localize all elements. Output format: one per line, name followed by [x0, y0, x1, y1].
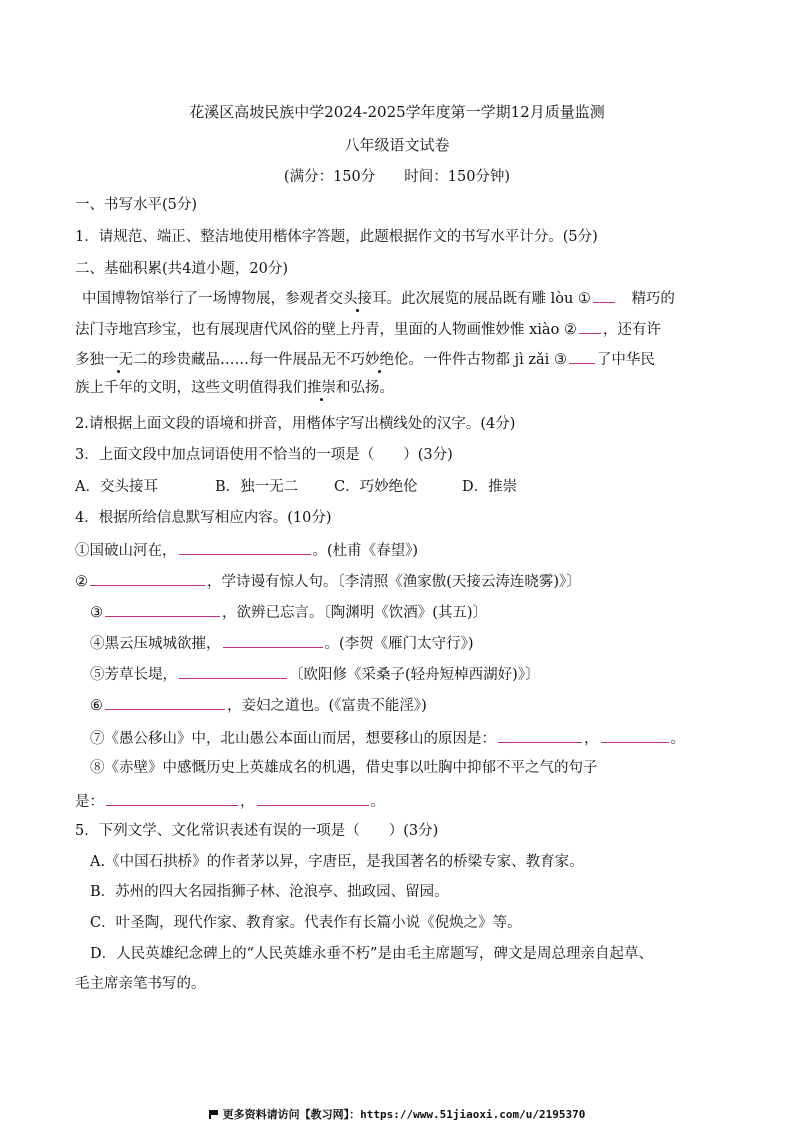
fill-blank[interactable]: [90, 570, 205, 586]
fill-blank[interactable]: [105, 601, 220, 617]
answer-blank-1[interactable]: [593, 287, 615, 303]
passage-text: 中国博物馆举行了一场博物展，参观者: [82, 291, 329, 307]
passage-text: 。此次展览的展品既有雕 lòu ①: [386, 291, 591, 307]
passage-line-3: [75, 348, 655, 370]
dotted-word-d: 推崇: [307, 380, 336, 396]
question-5-option-b[interactable]: B．苏州的四大名园指狮子林、沧浪亭、拙政园、留园。: [90, 884, 449, 900]
flag-icon: [209, 1110, 219, 1119]
question-4-item-4: [90, 632, 474, 654]
question-4-item-1: [75, 539, 418, 561]
passage-line-4: [75, 378, 394, 398]
item-text: ⑦《愚公移山》中，北山愚公本面山而居，想要移山的原因是：: [90, 731, 496, 747]
answer-blank-3[interactable]: [569, 348, 595, 364]
fill-blank[interactable]: [179, 663, 287, 679]
question-3-option-b[interactable]: B．独一无二: [215, 479, 299, 495]
question-5-option-d[interactable]: D．人民英雄纪念碑上的“人民英雄永垂不朽”是由毛主席题写，碑文是周总理亲自起草、: [90, 946, 653, 962]
question-4-item-6: [90, 694, 427, 716]
fill-blank[interactable]: [179, 539, 311, 555]
item-text: 〔欧阳修《采桑子(轻舟短棹西湖好)》〕: [289, 667, 540, 683]
item-text: 。: [370, 794, 385, 810]
passage-text: 的珍贵藏品……每一件展品无不: [147, 352, 351, 368]
fill-blank[interactable]: [223, 632, 323, 648]
question-4-item-5: [90, 663, 540, 685]
passage-text: 和弘扬。: [336, 380, 394, 396]
answer-blank-2[interactable]: [579, 318, 601, 334]
passage-line-1: [82, 287, 675, 309]
passage-text: 族上千年的文明，这些文明值得我们: [75, 380, 307, 396]
passage-text: 。一件件古物都 jì zǎi ③: [408, 352, 567, 368]
item-text: ④黑云压城城欲摧，: [90, 636, 221, 652]
question-5-option-d-cont: 毛主席亲笔书写的。: [75, 976, 206, 992]
dotted-word-c: 巧妙绝伦: [350, 352, 409, 368]
item-text: ，: [584, 731, 599, 747]
question-4-item-8-answer: [75, 790, 385, 812]
section-2-heading: 二、基础积累(共4道小题，20分): [75, 261, 288, 277]
item-text: 是：: [75, 794, 104, 810]
question-5-option-a[interactable]: A.《中国石拱桥》的作者茅以昇，字唐臣，是我国著名的桥梁专家、教育家。: [90, 854, 584, 870]
item-text: 。: [670, 731, 685, 747]
fill-blank[interactable]: [257, 790, 369, 806]
question-3-option-a[interactable]: A．交头接耳: [75, 479, 158, 495]
footer-text: 更多资料请访问【教习网】：https://www.51jiaoxi.com/u/2195370: [222, 1108, 586, 1121]
passage-text: 精巧的: [631, 291, 675, 307]
fill-blank[interactable]: [498, 727, 582, 743]
item-text: ，妾妇之道也。(《富贵不能淫》): [227, 698, 427, 714]
item-text: ，: [240, 794, 255, 810]
passage-text: 了中华民: [596, 352, 655, 368]
question-4-item-8: ⑧《赤壁》中感慨历史上英雄成名的机遇，借史事以吐胸中抑郁不平之气的句子: [90, 760, 598, 776]
passage-text: 法门寺地宫珍宝，也有展现唐代风俗的壁上丹青，里面的人物画惟妙惟 xiào ②: [75, 322, 577, 338]
question-4-item-2: [75, 570, 581, 592]
question-3-option-c[interactable]: C．巧妙绝伦: [334, 479, 418, 495]
fill-blank[interactable]: [106, 790, 238, 806]
item-text: ①国破山河在，: [75, 543, 177, 559]
item-text: ③: [90, 605, 103, 621]
fill-blank[interactable]: [105, 694, 225, 710]
question-3-option-d[interactable]: D．推崇: [462, 479, 518, 495]
passage-line-2: [75, 318, 661, 340]
question-1: 1．请规范、端正、整洁地使用楷体字答题，此题根据作文的书写水平计分。(5分): [75, 229, 598, 245]
exam-subtitle: 八年级语文试卷: [344, 136, 450, 154]
question-4-item-7: [90, 727, 685, 749]
item-text: ⑤芳草长堤，: [90, 667, 177, 683]
footer-link[interactable]: [0, 1106, 794, 1122]
item-text: ⑥: [90, 698, 103, 714]
passage-text: ，还有许: [602, 322, 661, 338]
item-text: 。(李贺《雁门太守行》): [324, 636, 474, 652]
exam-meta: (满分：150分 时间：150分钟): [283, 169, 511, 185]
section-1-heading: 一、书写水平(5分): [75, 197, 198, 213]
question-4: 4．根据所给信息默写相应内容。(10分): [75, 510, 332, 526]
dotted-word-a: 交头接耳: [328, 291, 387, 307]
passage-text: 多: [75, 352, 90, 368]
question-2: 2.请根据上面文段的语境和拼音，用楷体字写出横线处的汉字。(4分): [75, 416, 516, 432]
exam-title: 花溪区高坡民族中学2024-2025学年度第一学期12月质量监测: [189, 103, 605, 121]
item-text: 。(杜甫《春望》): [312, 543, 419, 559]
item-text: ②: [75, 574, 88, 590]
question-5-option-c[interactable]: C．叶圣陶，现代作家、教育家。代表作有长篇小说《倪焕之》等。: [90, 915, 522, 931]
question-3: 3．上面文段中加点词语使用不恰当的一项是（ ）(3分): [75, 447, 453, 463]
question-5: 5．下列文学、文化常识表述有误的一项是（ ）(3分): [75, 823, 439, 839]
item-text: ，学诗谩有惊人句。〔李清照《渔家傲(天接云涛连晓雾)》〕: [207, 574, 581, 590]
question-4-item-3: [90, 601, 487, 623]
dotted-word-b: 独一无二: [89, 352, 148, 368]
item-text: ，欲辨已忘言。〔陶渊明《饮酒》(其五)〕: [222, 605, 488, 621]
fill-blank[interactable]: [601, 727, 669, 743]
